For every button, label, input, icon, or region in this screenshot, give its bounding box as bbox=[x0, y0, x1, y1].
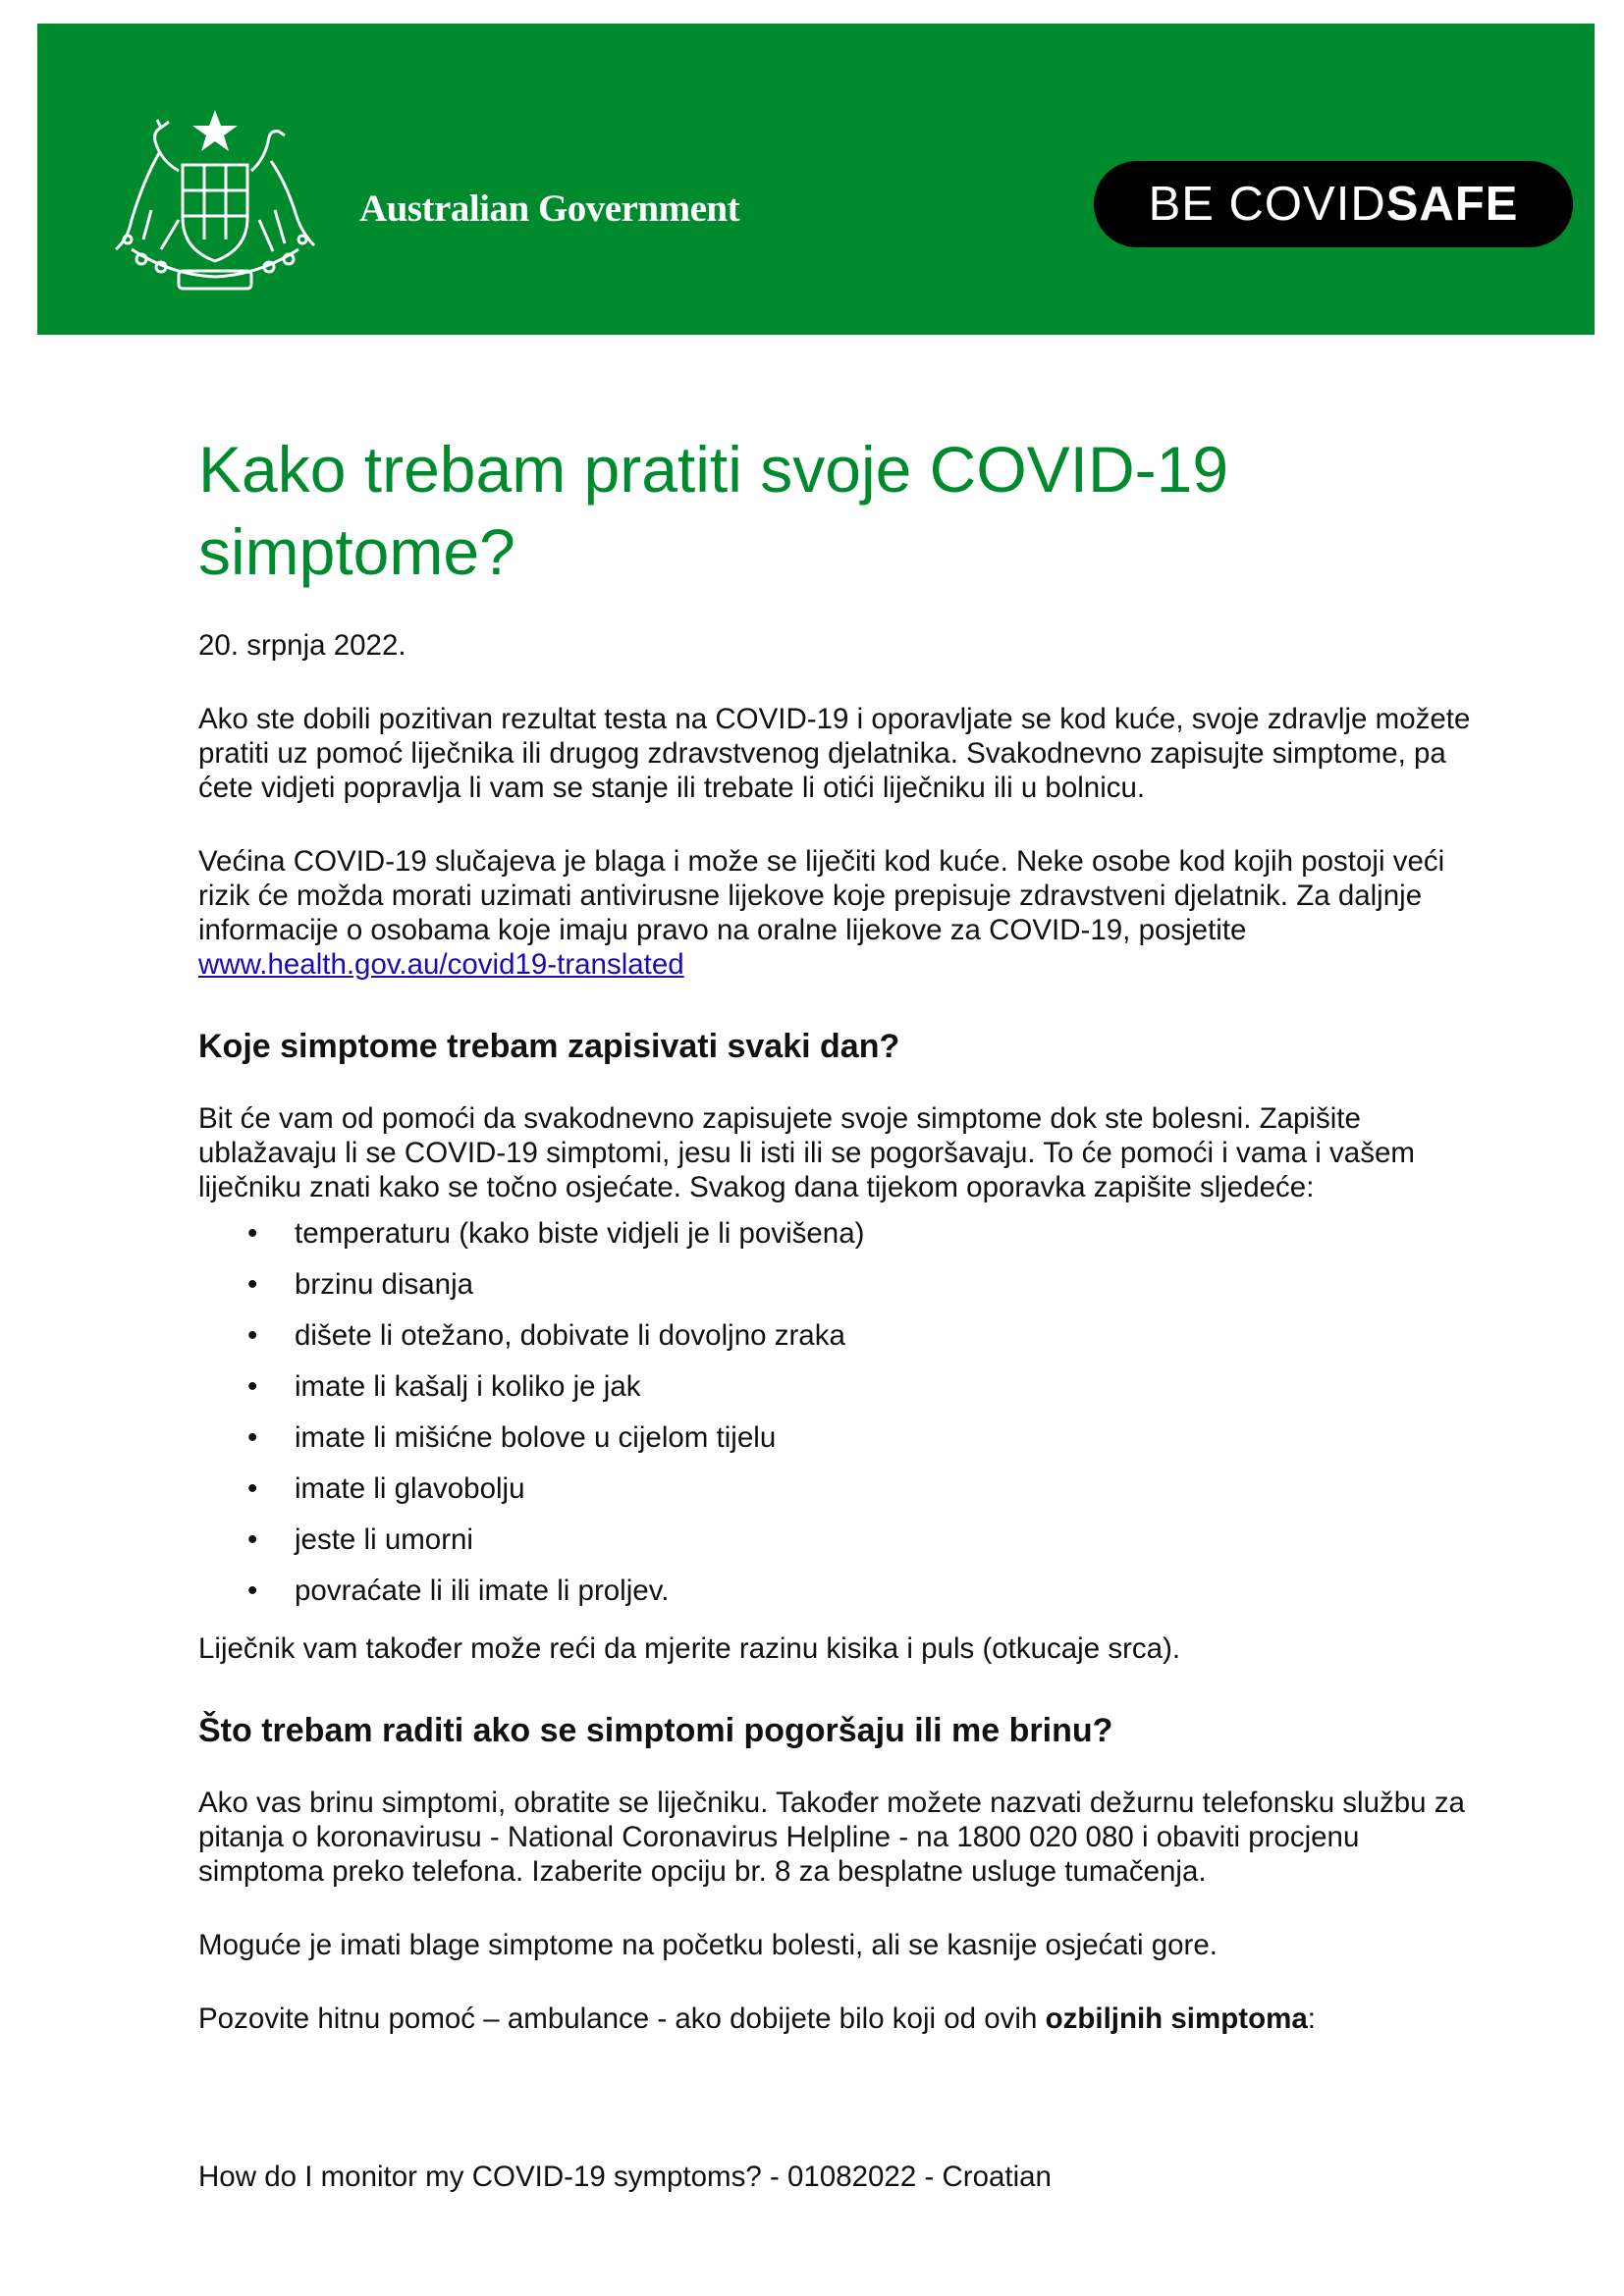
list-item-text: povraćate li ili imate li proljev. bbox=[295, 1575, 670, 1607]
badge-text-light: BE COVID bbox=[1148, 178, 1386, 231]
page-footer: How do I monitor my COVID-19 symptoms? - 01082022 - Croatian bbox=[198, 2161, 1052, 2193]
list-item bbox=[198, 1267, 1475, 1302]
section2-heading: Što trebam raditi ako se simptomi pogoršaju ili me brinu? bbox=[198, 1712, 1113, 1749]
bullet-icon: • bbox=[247, 1472, 258, 1505]
list-item-text: jeste li umorni bbox=[295, 1523, 473, 1556]
intro-paragraph: Ako ste dobili pozitivan rezultat testa na COVID-19 i oporavljate se kod kuće, svoje zdravlje možete pratiti uz pomoć liječnika ili drugog zdravstvenog djelatnika. Svakodnevno zapisujte simptome, pa ćete vidjeti popravlja li vam se stanje ili trebate li otići liječniku ili u bolnicu. bbox=[198, 703, 1471, 804]
badge-text-bold: SAFE bbox=[1385, 178, 1519, 231]
header-banner bbox=[37, 24, 1595, 335]
list-item-text: dišete li otežano, dobivate li dovoljno zraka bbox=[295, 1319, 845, 1352]
list-item bbox=[198, 1471, 1475, 1506]
section1-paragraph: Bit će vam od pomoći da svakodnevno zapisujete svoje simptome dok ste bolesni. Zapišite ublažavaju li se COVID-19 simptomi, jesu li isti ili se pogoršavaju. To će pomoći i vama i vašem liječniku znati kako se točno osjećate. Svakog dana tijekom oporavka zapišite sljedeće: bbox=[198, 1102, 1415, 1203]
second-paragraph-text: Većina COVID-19 slučajeva je blaga i može se liječiti kod kuće. Neke osobe kod kojih postoji veći rizik će možda morati uzimati antivirusne lijekove koje prepisuje zdravstveni djelatnik. Za daljnje informacije o osobama koje imaju pravo na oralne lijekove za COVID-19, posjetite bbox=[198, 845, 1445, 946]
list-item-text: imate li glavobolju bbox=[295, 1472, 525, 1505]
section2-paragraph3 bbox=[198, 2002, 1475, 2036]
list-item bbox=[198, 1318, 1475, 1353]
australian-coat-of-arms-icon bbox=[92, 102, 338, 298]
list-item bbox=[198, 1216, 1475, 1251]
health-link[interactable]: www.health.gov.au/covid19-translated bbox=[198, 948, 684, 981]
government-name: Australian Government bbox=[359, 187, 740, 230]
document-body bbox=[198, 428, 1475, 2036]
be-covidsafe-badge bbox=[1094, 161, 1573, 247]
page-title: Kako trebam pratiti svoje COVID-19 simptome? bbox=[198, 433, 1229, 588]
second-paragraph bbox=[198, 844, 1475, 982]
section1-closing: Liječnik vam također može reći da mjerite razinu kisika i puls (otkucaje srca). bbox=[198, 1632, 1181, 1665]
list-item-text: imate li kašalj i koliko je jak bbox=[295, 1370, 641, 1403]
list-item bbox=[198, 1420, 1475, 1455]
bullet-icon: • bbox=[247, 1523, 258, 1556]
paragraph3-start: Pozovite hitnu pomoć – ambulance - ako dobijete bilo koji od ovih bbox=[198, 2002, 1046, 2035]
symptom-list bbox=[198, 1216, 1475, 1608]
bullet-icon: • bbox=[247, 1319, 258, 1352]
list-item-text: brzinu disanja bbox=[295, 1268, 474, 1301]
list-item bbox=[198, 1574, 1475, 1608]
list-item bbox=[198, 1522, 1475, 1557]
list-item-text: temperaturu (kako biste vidjeli je li povišena) bbox=[295, 1217, 865, 1250]
bullet-icon: • bbox=[247, 1575, 258, 1607]
paragraph3-bold: ozbiljnih simptoma bbox=[1045, 2002, 1308, 2035]
document-date: 20. srpnja 2022. bbox=[198, 629, 406, 662]
list-item bbox=[198, 1369, 1475, 1404]
section1-heading: Koje simptome trebam zapisivati svaki dan? bbox=[198, 1028, 900, 1065]
section2-paragraph1: Ako vas brinu simptomi, obratite se liječniku. Također možete nazvati dežurnu telefonsku službu za pitanja o koronavirusu - National Coronavirus Helpline - na 1800 020 080 i obaviti procjenu simptoma preko telefona. Izaberite opciju br. 8 za besplatne usluge tumačenja. bbox=[198, 1787, 1465, 1888]
list-item-text: imate li mišićne bolove u cijelom tijelu bbox=[295, 1421, 777, 1454]
section2-paragraph2: Moguće je imati blage simptome na početku bolesti, ali se kasnije osjećati gore. bbox=[198, 1929, 1218, 1961]
paragraph3-end: : bbox=[1307, 2002, 1316, 2035]
bullet-icon: • bbox=[247, 1370, 258, 1403]
bullet-icon: • bbox=[247, 1421, 258, 1454]
bullet-icon: • bbox=[247, 1217, 258, 1250]
bullet-icon: • bbox=[247, 1268, 258, 1301]
